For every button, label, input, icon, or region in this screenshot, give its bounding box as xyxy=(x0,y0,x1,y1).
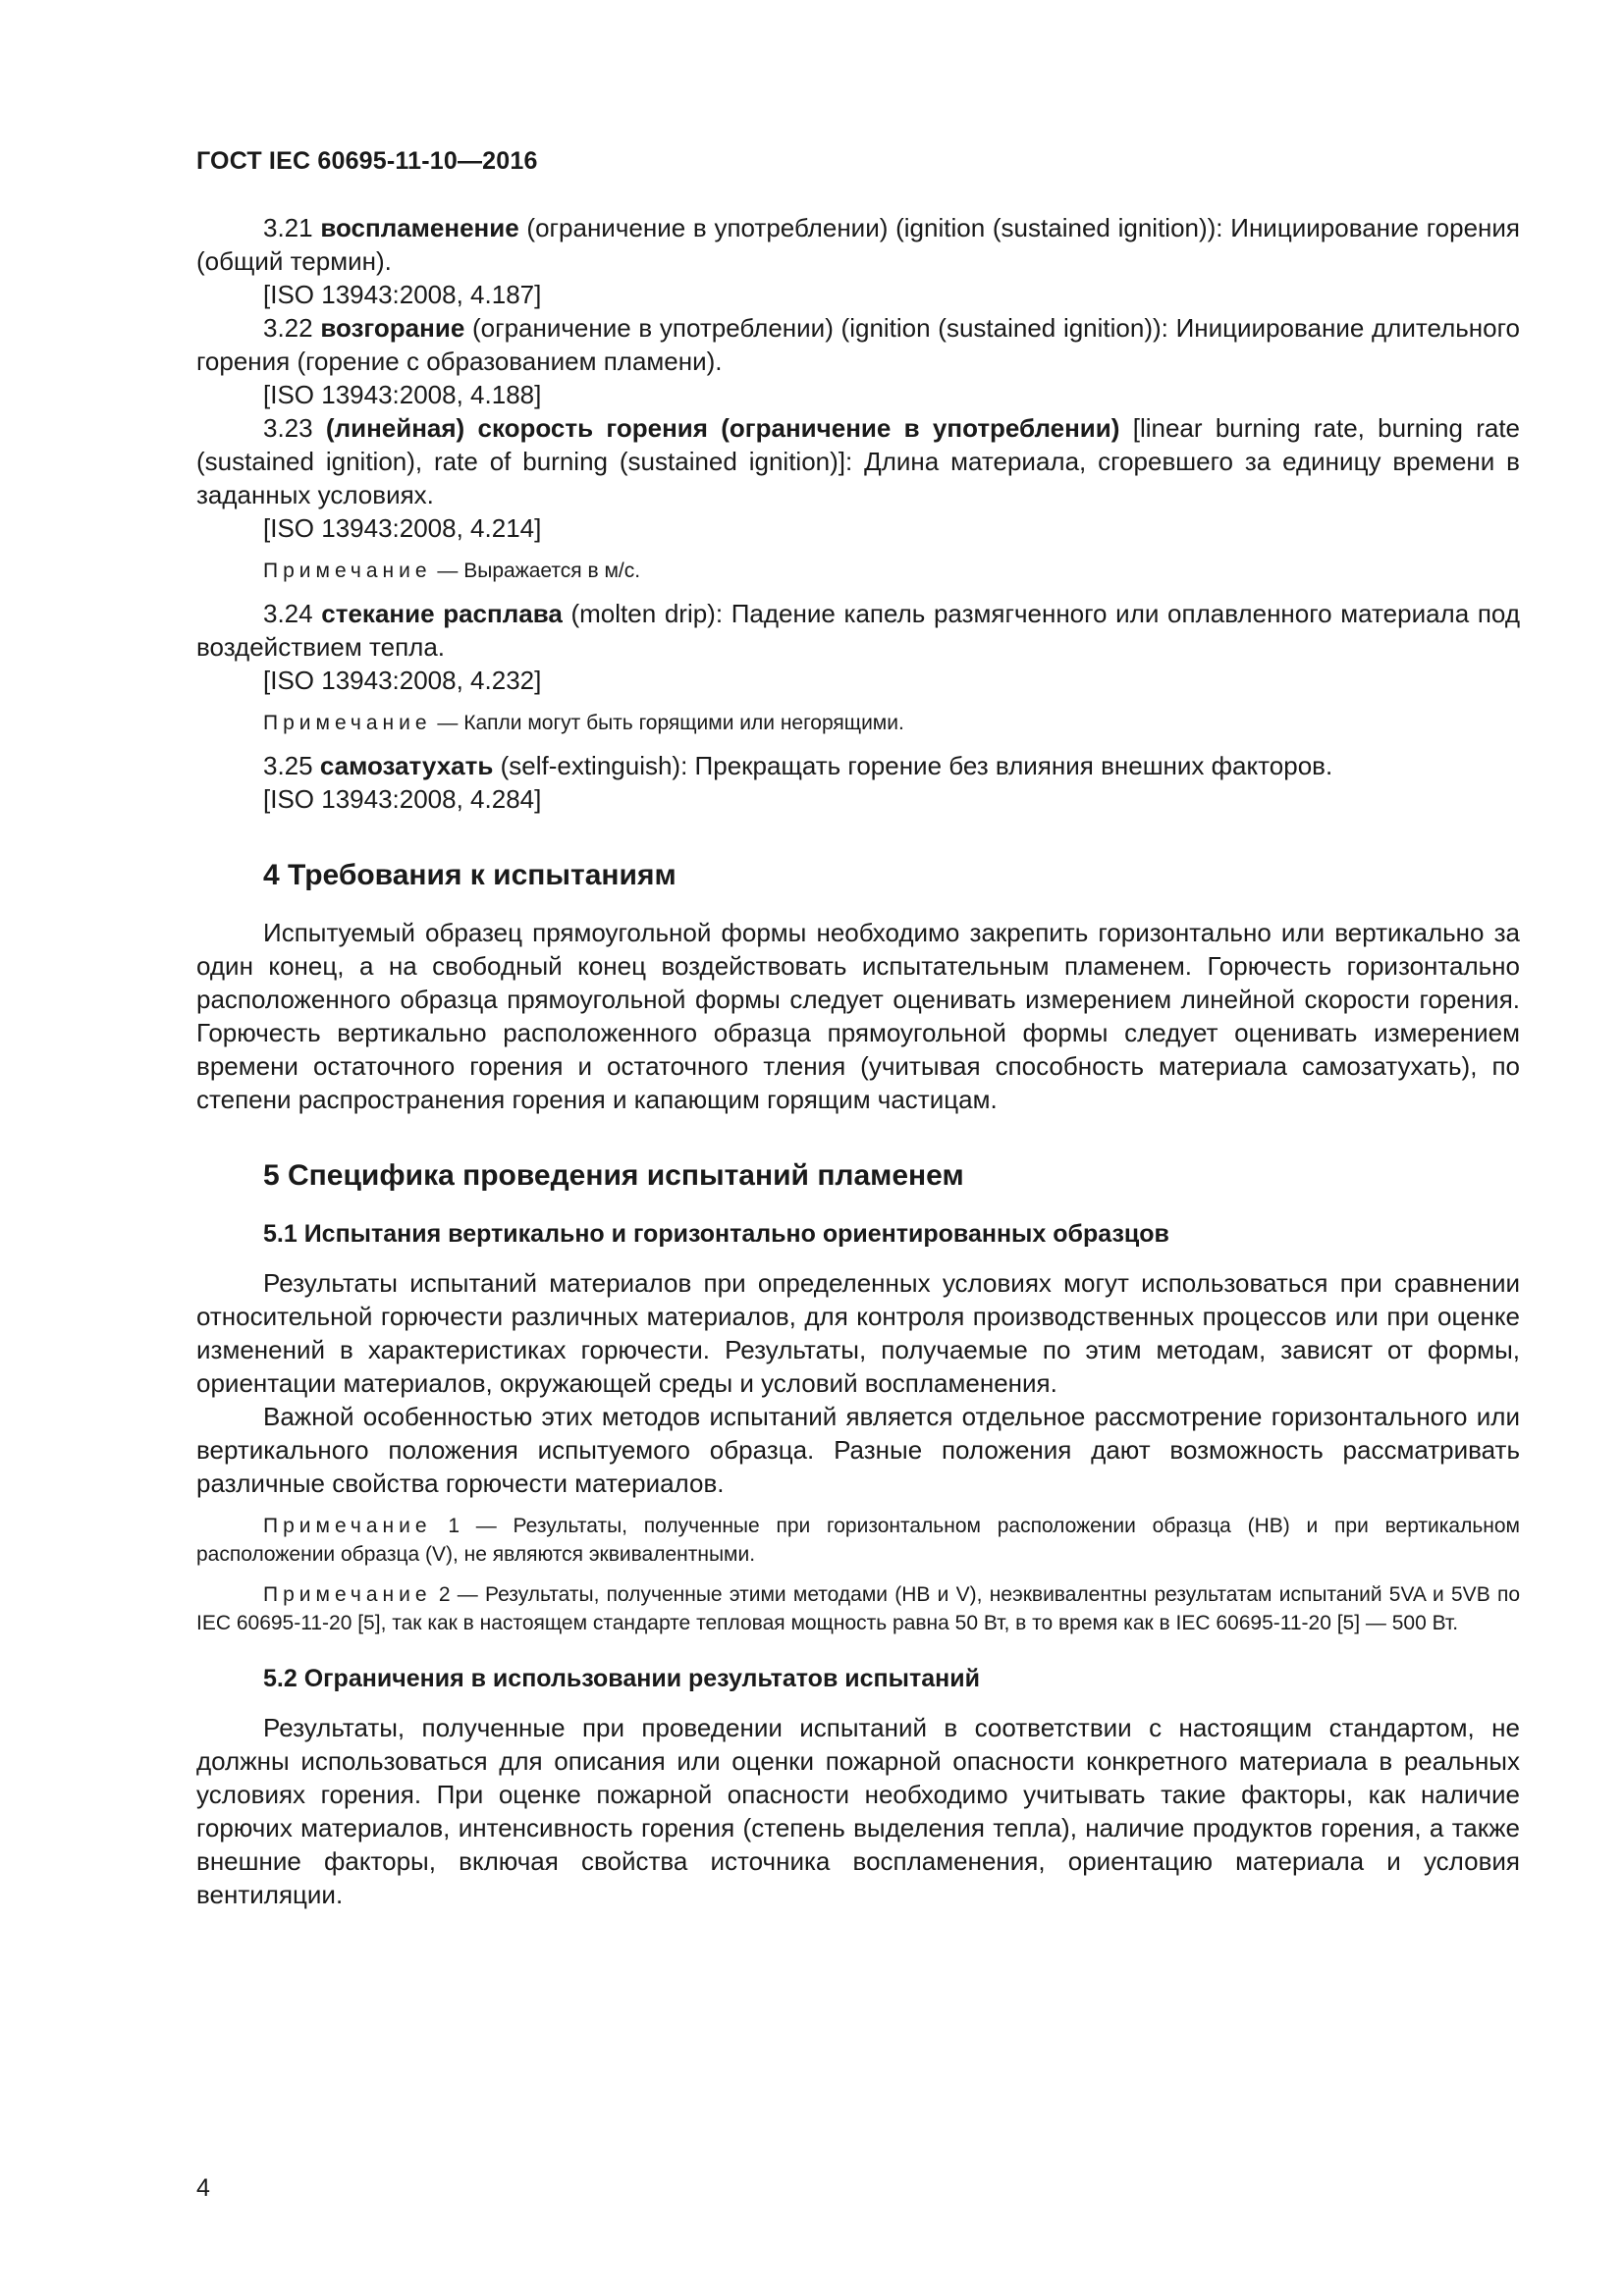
term-title: возгорание xyxy=(320,313,465,343)
note: Примечание — Капли могут быть горящими или негорящими. xyxy=(263,712,904,734)
term-3-22: 3.22 возгорание (ограничение в употреблении) (ignition (sustained ignition)): Инициирование длительного горения (горение с образованием пламени). xyxy=(196,313,1520,376)
term-source: [ISO 13943:2008, 4.214] xyxy=(263,513,542,543)
term-3-21: 3.21 воспламенение (ограничение в употреблении) (ignition (sustained ignition)): Инициирование горения (общий термин). xyxy=(196,213,1521,276)
note-label: Примечание xyxy=(263,712,432,734)
note-1: Примечание 1 — Результаты, полученные при горизонтальном расположении образца (HB) и при вертикальном расположении образца (V), не являются эквивалентными. xyxy=(196,1515,1520,1566)
note-label: Примечание xyxy=(263,560,432,582)
term-3-23: 3.23 (линейная) скорость горения (ограничение в употреблении) [linear burning rate, burning rate (sustained ignition), rate of burning (sustained ignition)]: Длина материала, сгоревшего за единицу времени в заданных условиях. xyxy=(196,413,1520,509)
document-page xyxy=(196,147,1520,1911)
term-title: (линейная) скорость горения (ограничение в употреблении) xyxy=(325,413,1120,443)
note-label: Примечание xyxy=(263,1515,432,1537)
section-5-1-heading: 5.1 Испытания вертикально и горизонтально ориентированных образцов xyxy=(263,1220,1169,1248)
document-header: ГОСТ IEC 60695-11-10—2016 xyxy=(196,147,538,175)
term-title: самозатухать xyxy=(319,751,494,780)
term-title: воспламенение xyxy=(320,213,519,242)
term-3-24: 3.24 стекание расплава (molten drip): Падение капель размягченного или оплавленного материала под воздействием тепла. xyxy=(196,599,1520,662)
term-title: стекание расплава xyxy=(321,599,563,628)
section-5-1-paragraph: Важной особенностью этих методов испытаний является отдельное рассмотрение горизонтального или вертикального положения испытуемого образца. Разные положения дают возможность рассматривать различные свойства горючести материалов. xyxy=(196,1402,1520,1498)
note-label: Примечание xyxy=(263,1583,432,1606)
term-source: [ISO 13943:2008, 4.187] xyxy=(263,280,542,309)
section-4-heading: 4 Требования к испытаниям xyxy=(263,859,677,891)
section-5-heading: 5 Специфика проведения испытаний пламенем xyxy=(263,1159,964,1192)
term-3-25: 3.25 самозатухать (self-extinguish): Прекращать горение без влияния внешних факторов. xyxy=(263,751,1333,780)
section-5-2-heading: 5.2 Ограничения в использовании результатов испытаний xyxy=(263,1665,980,1692)
section-5-1-paragraph: Результаты испытаний материалов при определенных условиях могут использоваться при сравнении относительной горючести различных материалов, для контроля производственных процессов или при оценке изменений в характеристиках горючести. Результаты, получаемые по этим методам, зависят от формы, ориентации материалов, окружающей среды и условий воспламенения. xyxy=(196,1268,1520,1398)
term-source: [ISO 13943:2008, 4.232] xyxy=(263,666,542,695)
note-2: Примечание 2 — Результаты, полученные этими методами (HB и V), неэквивалентны результатам испытаний 5VA и 5VB по IEC 60695-11-20 [5], так как в настоящем стандарте тепловая мощность равна 50 Вт, в то время как в IEC 60695-11-20 [5] — 500 Вт. xyxy=(196,1583,1520,1634)
page-number: 4 xyxy=(196,2174,210,2202)
term-source: [ISO 13943:2008, 4.188] xyxy=(263,380,542,409)
section-4-paragraph: Испытуемый образец прямоугольной формы необходимо закрепить горизонтально или вертикально за один конец, а на свободный конец воздействовать испытательным пламенем. Горючесть горизонтально расположенного образца прямоугольной формы следует оценивать измерением линейной скорости горения. Горючесть вертикально расположенного образца прямоугольной формы следует оценивать измерением времени остаточного горения и остаточного тления (учитывая способность материала самозатухать), по степени распространения горения и капающим горящим частицам. xyxy=(196,918,1520,1114)
note: Примечание — Выражается в м/с. xyxy=(263,560,641,582)
section-5-2-paragraph: Результаты, полученные при проведении испытаний в соответствии с настоящим стандартом, не должны использоваться для описания или оценки пожарной опасности конкретного материала в реальных условиях горения. При оценке пожарной опасности необходимо учитывать такие факторы, как наличие горючих материалов, интенсивность горения (степень выделения тепла), наличие продуктов горения, а также внешние факторы, включая свойства источника воспламенения, ориентацию материала и условия вентиляции. xyxy=(196,1713,1520,1909)
term-source: [ISO 13943:2008, 4.284] xyxy=(263,784,542,814)
